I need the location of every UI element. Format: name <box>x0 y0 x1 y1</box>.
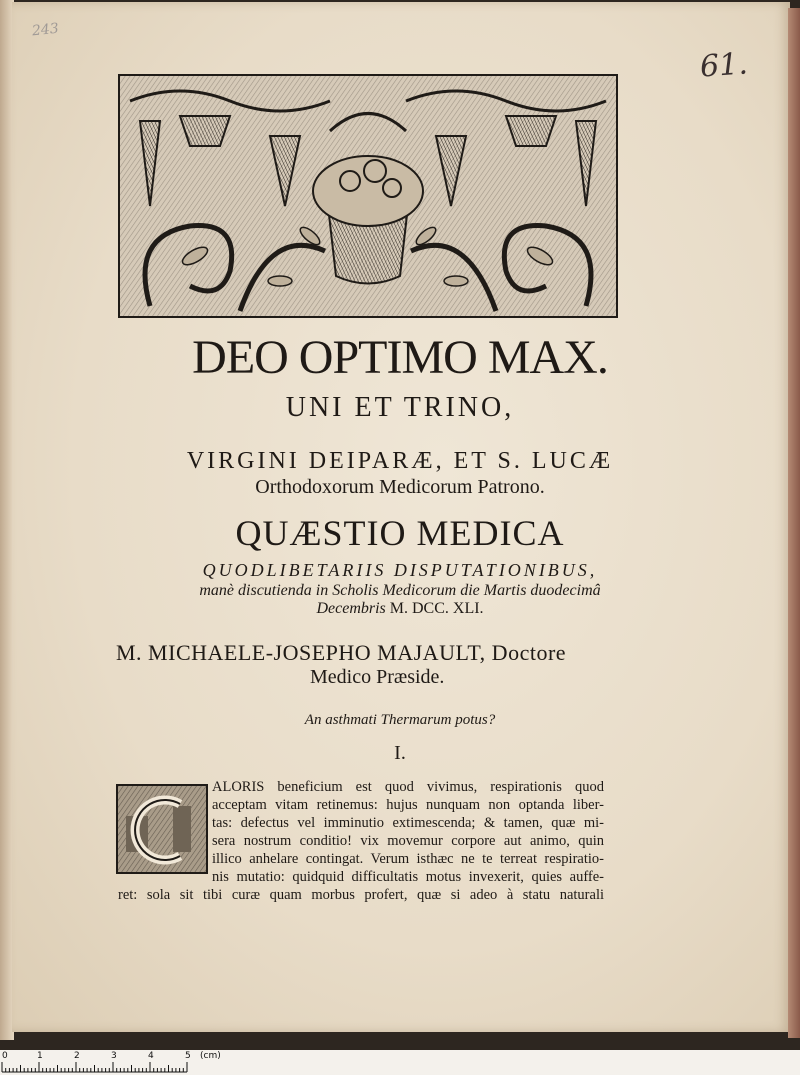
body-line: acceptam vitam retinemus: hujus nunquam non optanda liber- <box>212 797 604 813</box>
body-line: sera nostrum conditio! vix movemur corpore aut animo, quin <box>212 833 604 849</box>
dedication-line-virgin: VIRGINI DEIPARÆ, ET S. LUCÆ <box>186 448 614 474</box>
disputation-line: QUODLIBETARIIS DISPUTATIONIBUS, <box>202 560 598 580</box>
date-month: Decembris <box>316 600 386 617</box>
body-line: nis mutatio: quidquid difficultatis motus invexerit, quies auffe- <box>212 869 604 885</box>
scale-ruler <box>0 1050 800 1075</box>
dedication-line-trinity: UNI ET TRINO, <box>285 392 515 423</box>
body-line: ret: sola sit tibi curæ quam morbus profert, quæ si adeo à statu naturali <box>118 887 604 903</box>
body-line: ALORIS beneficium est quod vivimus, respirationis quod <box>212 779 604 795</box>
dedication-line-patron: Orthodoxorum Medicorum Patrono. <box>255 476 545 498</box>
section-number: I. <box>394 742 406 764</box>
ruler-label: 4 <box>148 1051 154 1061</box>
thesis-title: QUÆSTIO MEDICA <box>235 513 565 553</box>
date-year: M. DCC. XLI. <box>385 600 484 617</box>
ruler-label: 3 <box>111 1051 117 1061</box>
disputation-detail-line: manè discutienda in Scholis Medicorum die Martis duodecimâ <box>199 582 601 599</box>
ruler-label: 5 <box>185 1051 191 1061</box>
praeses-name: M. MICHAELE-JOSEPHO MAJAULT, Doctore <box>116 640 567 665</box>
pencil-note: 243 <box>31 20 60 40</box>
ruler-ticks <box>0 1060 800 1075</box>
thesis-question: An asthmati Thermarum potus? <box>304 712 496 728</box>
body-line: tas: defectus vel imminutio extimescenda; & tamen, quæ mi- <box>212 815 604 831</box>
ornament-illustration <box>120 76 616 316</box>
disputation-date-line <box>0 600 800 618</box>
ruler-label: 0 <box>2 1051 8 1061</box>
headpiece-ornament <box>118 74 618 318</box>
folio-number: 61. <box>698 46 749 85</box>
body-line: illico anhelare contingat. Verum isthæc ne te terreat respiratio- <box>212 851 604 867</box>
ruler-unit: (cm) <box>200 1051 221 1061</box>
ruler-label: 1 <box>37 1051 43 1061</box>
dedication-title: DEO OPTIMO MAX. <box>192 331 608 384</box>
praeses-title: Medico Præside. <box>310 666 445 688</box>
ruler-label: 2 <box>74 1051 80 1061</box>
body-paragraph <box>118 778 604 904</box>
